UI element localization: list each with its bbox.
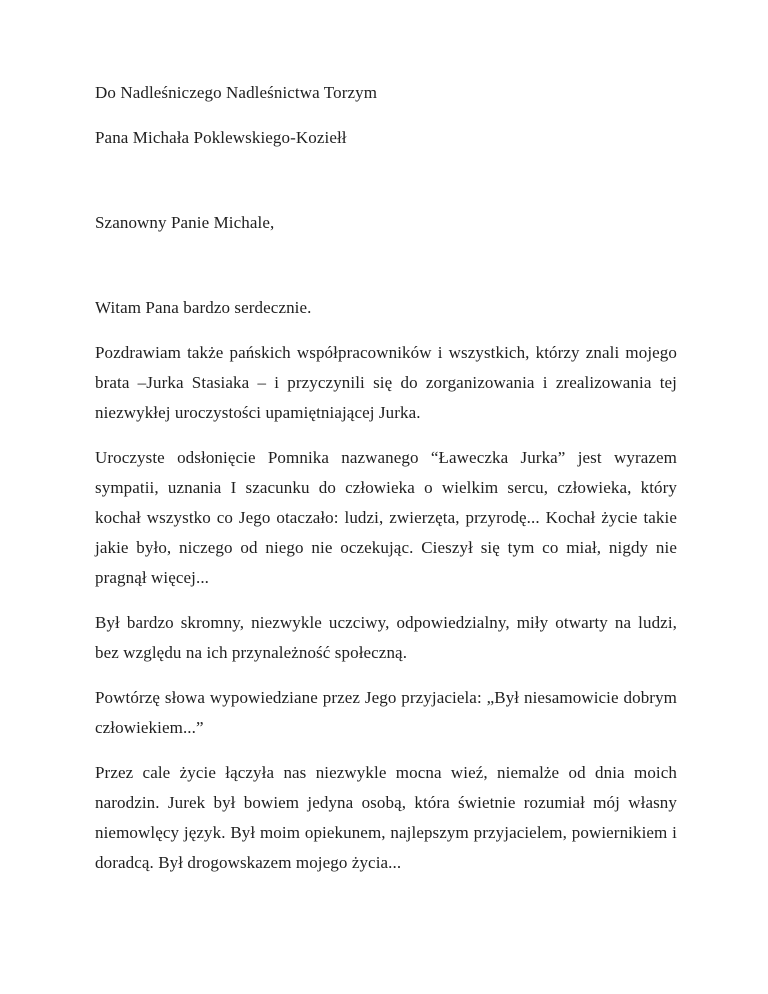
- paragraph-bond: Przez cale życie łączyła nas niezwykle mocna wieź, niemalże od dnia moich narodzin. Jurek był bowiem jedyna osobą, która świetnie rozumiał mój własny niemowlęcy język. Był moim opiekunem, najlepszym przyjacielem, powiernikiem i doradcą. Był drogowskazem mojego życia...: [95, 763, 677, 872]
- recipient-line-1: Do Nadleśniczego Nadleśnictwa Torzym: [95, 83, 378, 102]
- recipient-line-2: Pana Michała Poklewskiego-Koziełł: [95, 128, 347, 147]
- paragraph-greeting: Witam Pana bardzo serdecznie.: [95, 298, 312, 317]
- salutation: Szanowny Panie Michale,: [95, 213, 275, 232]
- paragraph-quote: Powtórzę słowa wypowiedziane przez Jego przyjaciela: „Był niesamowicie dobrym człowiekiem...”: [95, 688, 677, 737]
- paragraph-thanks: Pozdrawiam także pańskich współpracowników i wszystkich, którzy znali mojego brata –Jurka Stasiaka – i przyczynili się do zorganizowania i zrealizowania tej niezwykłej uroczystości upamiętniającej Jurka.: [95, 343, 677, 422]
- paragraph-character: Był bardzo skromny, niezwykle uczciwy, odpowiedzialny, miły otwarty na ludzi, bez względu na ich przynależność społeczną.: [95, 613, 677, 662]
- paragraph-monument: Uroczyste odsłonięcie Pomnika nazwanego “Ławeczka Jurka” jest wyrazem sympatii, uznania I szacunku do człowieka o wielkim sercu, człowieka, który kochał wszystko co Jego otaczało: ludzi, zwierzęta, przyrodę... Kochał życie takie jakie było, niczego od niego nie oczekując. Cieszył się tym co miał, nigdy nie pragnął więcej...: [95, 448, 677, 587]
